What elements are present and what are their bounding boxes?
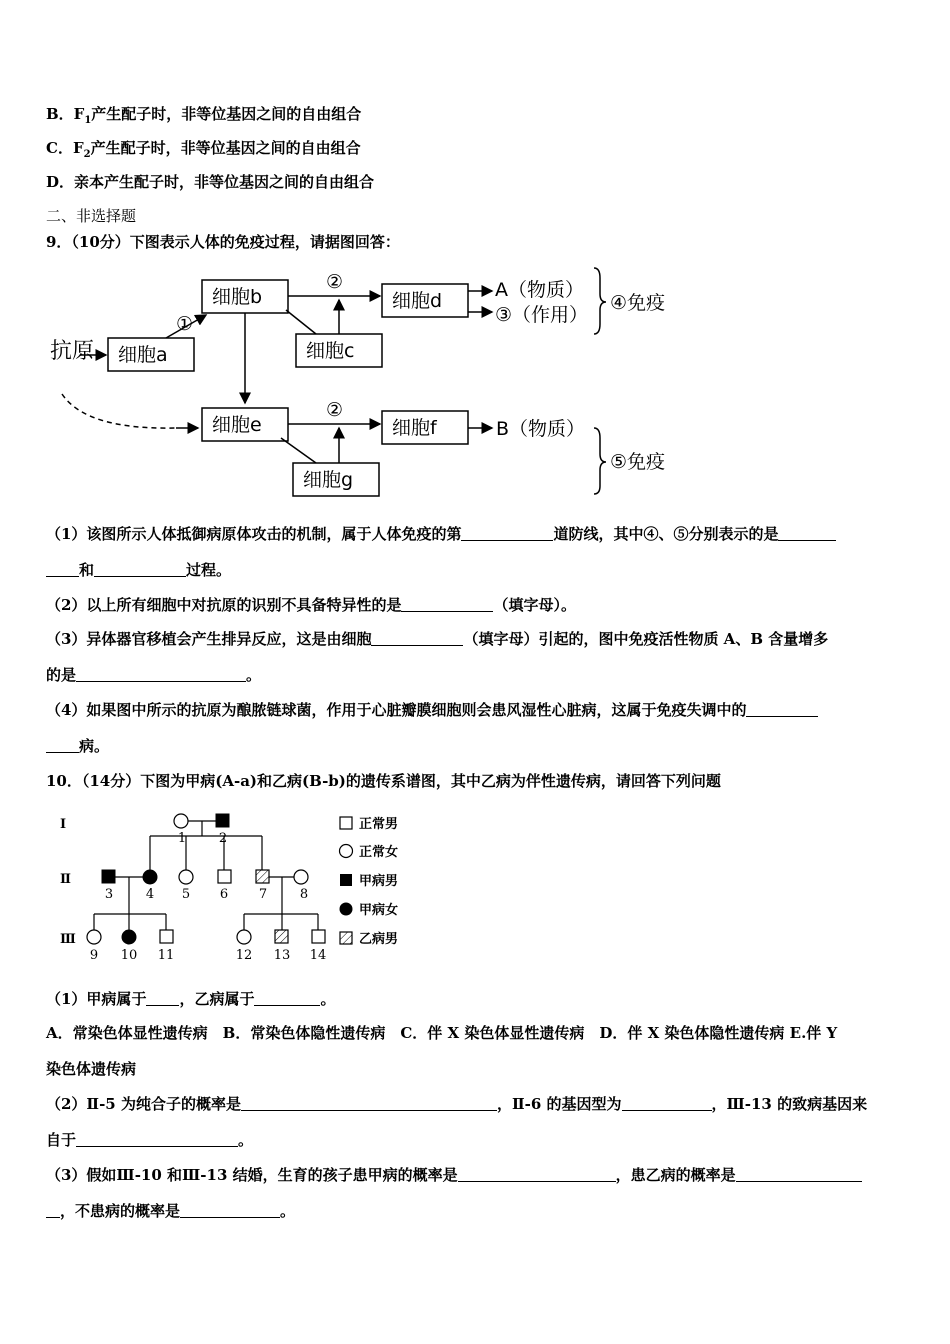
q10-part1: （1）甲病属于 ，乙病属于 。 [46, 990, 336, 1008]
legend-b-male: 乙病男 [359, 932, 399, 947]
individual-III-12 [237, 930, 251, 944]
svg-text:3: 3 [104, 887, 114, 902]
svg-text:4: 4 [145, 887, 155, 902]
q10-part2-cont: 自于 。 [46, 1131, 254, 1149]
q9-part2: （2）以上所有细胞中对抗原的识别不具备特异性的是 （填字母）。 [46, 596, 576, 614]
legend-normal-female: 正常女 [359, 845, 399, 860]
substance-a-label: A（物质） [495, 279, 584, 301]
legend-normal-female-symbol [340, 845, 353, 858]
svg-text:12: 12 [235, 948, 253, 963]
q10-options: A．常染色体显性遗传病 B．常染色体隐性遗传病 C．伴 X 染色体显性遗传病 D．伴 X 染色体隐性遗传病 E.伴 Y [46, 1024, 838, 1042]
individual-II-4 [143, 870, 157, 884]
svg-text:8: 8 [299, 887, 309, 902]
cell-d-label: 细胞d [392, 290, 443, 312]
effect-3-label: ③（作用） [495, 304, 589, 326]
svg-text:11: 11 [157, 948, 175, 963]
legend-a-female: 甲病女 [359, 903, 399, 918]
q9-part1: （1）该图所示人体抵御病原体攻击的机制，属于人体免疫的第 道防线，其中④、⑤分别表示的是 [46, 523, 836, 544]
substance-b-label: B（物质） [496, 418, 586, 440]
cell-c-label: 细胞c [306, 340, 355, 362]
individual-III-11 [160, 930, 173, 943]
option-c: C．$F_2$产生配子时，非等位基因之间的自由组合 [46, 139, 361, 160]
svg-text:13: 13 [273, 948, 291, 963]
legend-a-male-symbol [340, 874, 352, 886]
q9-part4-cont: 病。 [46, 735, 109, 756]
svg-text:10: 10 [120, 948, 138, 963]
individual-II-7 [256, 870, 269, 883]
cell-g-label: 细胞g [303, 469, 354, 491]
generation-1-label: Ⅰ [60, 817, 67, 832]
svg-text:2: 2 [218, 831, 228, 846]
question-10-title: 10．（14分）下图为甲病(A-a)和乙病(B-b)的遗传系谱图，其中乙病为伴性遗传病，请回答下列问题 [46, 772, 721, 790]
individual-I-2 [216, 814, 229, 827]
section-heading: 二、非选择题 [46, 207, 137, 225]
individual-III-14 [312, 930, 325, 943]
svg-text:7: 7 [258, 887, 268, 902]
legend-normal-male: 正常男 [359, 817, 399, 832]
q10-options-cont: 染色体遗传病 [46, 1060, 137, 1078]
q10-part3-cont: ，不患病的概率是 。 [46, 1200, 295, 1221]
legend-a-male: 甲病男 [359, 874, 399, 889]
individual-II-5 [179, 870, 193, 884]
q10-part2: （2）Ⅱ-5 为纯合子的概率是 ，Ⅱ-6 的基因型为 ，Ⅲ-13 的致病基因来 [46, 1095, 868, 1113]
individual-III-13 [275, 930, 288, 943]
svg-text:1: 1 [177, 831, 187, 846]
individual-I-1 [174, 814, 188, 828]
cell-f-label: 细胞f [392, 417, 437, 439]
immunity-5-label: ⑤免疫 [610, 451, 666, 473]
cell-b-label: 细胞b [212, 286, 263, 308]
cell-e-label: 细胞e [212, 414, 262, 436]
svg-text:14: 14 [309, 948, 327, 963]
question-9-title: 9．（10分）下图表示人体的免疫过程，请据图回答： [46, 233, 400, 251]
q9-part4: （4）如果图中所示的抗原为酿脓链球菌，作用于心脏瓣膜细胞则会患风湿性心脏病，这属于免疫失调中的 [46, 699, 818, 720]
generation-3-label: Ⅲ [60, 932, 76, 947]
legend-a-female-symbol [340, 903, 353, 916]
immune-process-diagram [46, 258, 711, 503]
individual-III-10 [122, 930, 136, 944]
q9-part3: （3）异体器官移植会产生排异反应，这是由细胞 （填字母）引起的，图中免疫活性物质 A、B 含量增多 [46, 630, 829, 648]
q9-part1-cont: 和 过程。 [46, 559, 231, 580]
cell-a-label: 细胞a [118, 344, 168, 366]
option-b: B．$F_1$产生配子时，非等位基因之间的自由组合 [46, 105, 362, 126]
q10-part3: （3）假如Ⅲ-10 和Ⅲ-13 结婚，生育的孩子患甲病的概率是 ，患乙病的概率是 [46, 1164, 862, 1185]
step-1-label: ① [176, 313, 194, 335]
option-d: D．亲本产生配子时，非等位基因之间的自由组合 [46, 173, 375, 191]
individual-II-3 [102, 870, 115, 883]
individual-II-6 [218, 870, 231, 883]
individual-III-9 [87, 930, 101, 944]
pedigree-chart [46, 802, 466, 967]
svg-text:9: 9 [89, 948, 99, 963]
immunity-4-label: ④免疫 [610, 292, 666, 314]
generation-2-label: Ⅱ [60, 872, 71, 887]
antigen-label: 抗原 [50, 339, 95, 364]
step-2-label: ② [326, 271, 344, 293]
individual-II-8 [294, 870, 308, 884]
legend-b-male-symbol [340, 932, 352, 944]
svg-text:6: 6 [219, 887, 229, 902]
legend-normal-male-symbol [340, 817, 352, 829]
svg-text:5: 5 [181, 887, 191, 902]
step-2b-label: ② [326, 399, 344, 421]
q9-part3-cont: 的是 。 [46, 666, 262, 684]
